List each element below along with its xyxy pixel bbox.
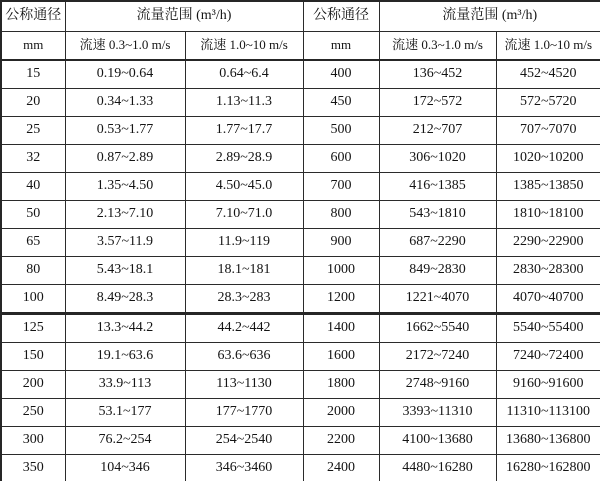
table-cell: 1.77~17.7 <box>185 117 303 145</box>
table-cell: 8.49~28.3 <box>65 285 185 314</box>
table-cell: 33.9~113 <box>65 371 185 399</box>
table-cell: 1600 <box>303 343 379 371</box>
table-cell: 1000 <box>303 257 379 285</box>
header-velocity-high-left: 流速 1.0~10 m/s <box>185 32 303 61</box>
header-velocity-high-right: 流速 1.0~10 m/s <box>496 32 600 61</box>
table-cell: 2748~9160 <box>379 371 496 399</box>
table-cell: 450 <box>303 89 379 117</box>
table-row <box>1 60 600 89</box>
table-cell: 0.87~2.89 <box>65 145 185 173</box>
table-cell: 500 <box>303 117 379 145</box>
table-cell: 1810~18100 <box>496 201 600 229</box>
table-cell: 19.1~63.6 <box>65 343 185 371</box>
table-cell: 900 <box>303 229 379 257</box>
table-cell: 13680~136800 <box>496 427 600 455</box>
table-cell: 76.2~254 <box>65 427 185 455</box>
table-row <box>1 173 600 201</box>
table-cell: 2172~7240 <box>379 343 496 371</box>
table-cell: 600 <box>303 145 379 173</box>
table-cell: 254~2540 <box>185 427 303 455</box>
table-cell: 849~2830 <box>379 257 496 285</box>
table-cell: 300 <box>1 427 65 455</box>
header-diameter-right: 公称通径 <box>303 1 379 32</box>
table-cell: 63.6~636 <box>185 343 303 371</box>
table-cell: 20 <box>1 89 65 117</box>
table-cell: 0.53~1.77 <box>65 117 185 145</box>
header-velocity-low-left: 流速 0.3~1.0 m/s <box>65 32 185 61</box>
table-body <box>1 60 600 481</box>
table-cell: 4100~13680 <box>379 427 496 455</box>
table-row <box>1 343 600 371</box>
header-unit-left: mm <box>1 32 65 61</box>
table-row <box>1 89 600 117</box>
table-cell: 3393~11310 <box>379 399 496 427</box>
header-row-2 <box>1 32 600 61</box>
table-cell: 4480~16280 <box>379 455 496 481</box>
table-row <box>1 201 600 229</box>
table-cell: 28.3~283 <box>185 285 303 314</box>
header-unit-right: mm <box>303 32 379 61</box>
table-row <box>1 399 600 427</box>
table-cell: 1221~4070 <box>379 285 496 314</box>
table-cell: 25 <box>1 117 65 145</box>
table-cell: 4.50~45.0 <box>185 173 303 201</box>
table-cell: 1662~5540 <box>379 314 496 343</box>
table-cell: 11310~113100 <box>496 399 600 427</box>
table-cell: 0.64~6.4 <box>185 60 303 89</box>
table-cell: 1020~10200 <box>496 145 600 173</box>
table-cell: 400 <box>303 60 379 89</box>
table-cell: 700 <box>303 173 379 201</box>
table-cell: 136~452 <box>379 60 496 89</box>
table-cell: 350 <box>1 455 65 481</box>
table-cell: 13.3~44.2 <box>65 314 185 343</box>
table-cell: 1400 <box>303 314 379 343</box>
table-cell: 452~4520 <box>496 60 600 89</box>
table-cell: 416~1385 <box>379 173 496 201</box>
table-cell: 1800 <box>303 371 379 399</box>
table-cell: 80 <box>1 257 65 285</box>
header-velocity-low-right: 流速 0.3~1.0 m/s <box>379 32 496 61</box>
table-cell: 1200 <box>303 285 379 314</box>
table-cell: 2830~28300 <box>496 257 600 285</box>
table-cell: 346~3460 <box>185 455 303 481</box>
table-cell: 212~707 <box>379 117 496 145</box>
table-cell: 1385~13850 <box>496 173 600 201</box>
table-cell: 125 <box>1 314 65 343</box>
table-header <box>1 1 600 60</box>
table-cell: 2400 <box>303 455 379 481</box>
table-cell: 150 <box>1 343 65 371</box>
table-row <box>1 145 600 173</box>
table-cell: 2290~22900 <box>496 229 600 257</box>
table-cell: 44.2~442 <box>185 314 303 343</box>
header-row-1 <box>1 1 600 32</box>
table-cell: 687~2290 <box>379 229 496 257</box>
table-cell: 2.89~28.9 <box>185 145 303 173</box>
table-cell: 104~346 <box>65 455 185 481</box>
table-cell: 2000 <box>303 399 379 427</box>
table-cell: 177~1770 <box>185 399 303 427</box>
table-cell: 15 <box>1 60 65 89</box>
table-cell: 1.13~11.3 <box>185 89 303 117</box>
table-cell: 9160~91600 <box>496 371 600 399</box>
header-flow-range-right: 流量范围 (m³/h) <box>379 1 600 32</box>
table-cell: 7.10~71.0 <box>185 201 303 229</box>
table-cell: 11.9~119 <box>185 229 303 257</box>
table-cell: 3.57~11.9 <box>65 229 185 257</box>
table-cell: 7240~72400 <box>496 343 600 371</box>
table-cell: 250 <box>1 399 65 427</box>
table-cell: 5.43~18.1 <box>65 257 185 285</box>
table-cell: 4070~40700 <box>496 285 600 314</box>
table-cell: 306~1020 <box>379 145 496 173</box>
table-row <box>1 314 600 343</box>
table-row <box>1 229 600 257</box>
table-cell: 2.13~7.10 <box>65 201 185 229</box>
header-diameter-left: 公称通径 <box>1 1 65 32</box>
table-row <box>1 257 600 285</box>
table-cell: 200 <box>1 371 65 399</box>
table-row <box>1 371 600 399</box>
table-row <box>1 285 600 314</box>
table-cell: 0.34~1.33 <box>65 89 185 117</box>
table-cell: 572~5720 <box>496 89 600 117</box>
table-cell: 172~572 <box>379 89 496 117</box>
table-row <box>1 427 600 455</box>
table-cell: 16280~162800 <box>496 455 600 481</box>
table-cell: 800 <box>303 201 379 229</box>
header-flow-range-left: 流量范围 (m³/h) <box>65 1 303 32</box>
table-cell: 707~7070 <box>496 117 600 145</box>
table-cell: 5540~55400 <box>496 314 600 343</box>
table-cell: 543~1810 <box>379 201 496 229</box>
table-cell: 18.1~181 <box>185 257 303 285</box>
table-cell: 100 <box>1 285 65 314</box>
table-cell: 65 <box>1 229 65 257</box>
table-cell: 32 <box>1 145 65 173</box>
table-cell: 0.19~0.64 <box>65 60 185 89</box>
table-cell: 53.1~177 <box>65 399 185 427</box>
table-cell: 40 <box>1 173 65 201</box>
table-cell: 50 <box>1 201 65 229</box>
table-cell: 1.35~4.50 <box>65 173 185 201</box>
table-cell: 2200 <box>303 427 379 455</box>
table-row <box>1 455 600 481</box>
table-row <box>1 117 600 145</box>
table-cell: 113~1130 <box>185 371 303 399</box>
